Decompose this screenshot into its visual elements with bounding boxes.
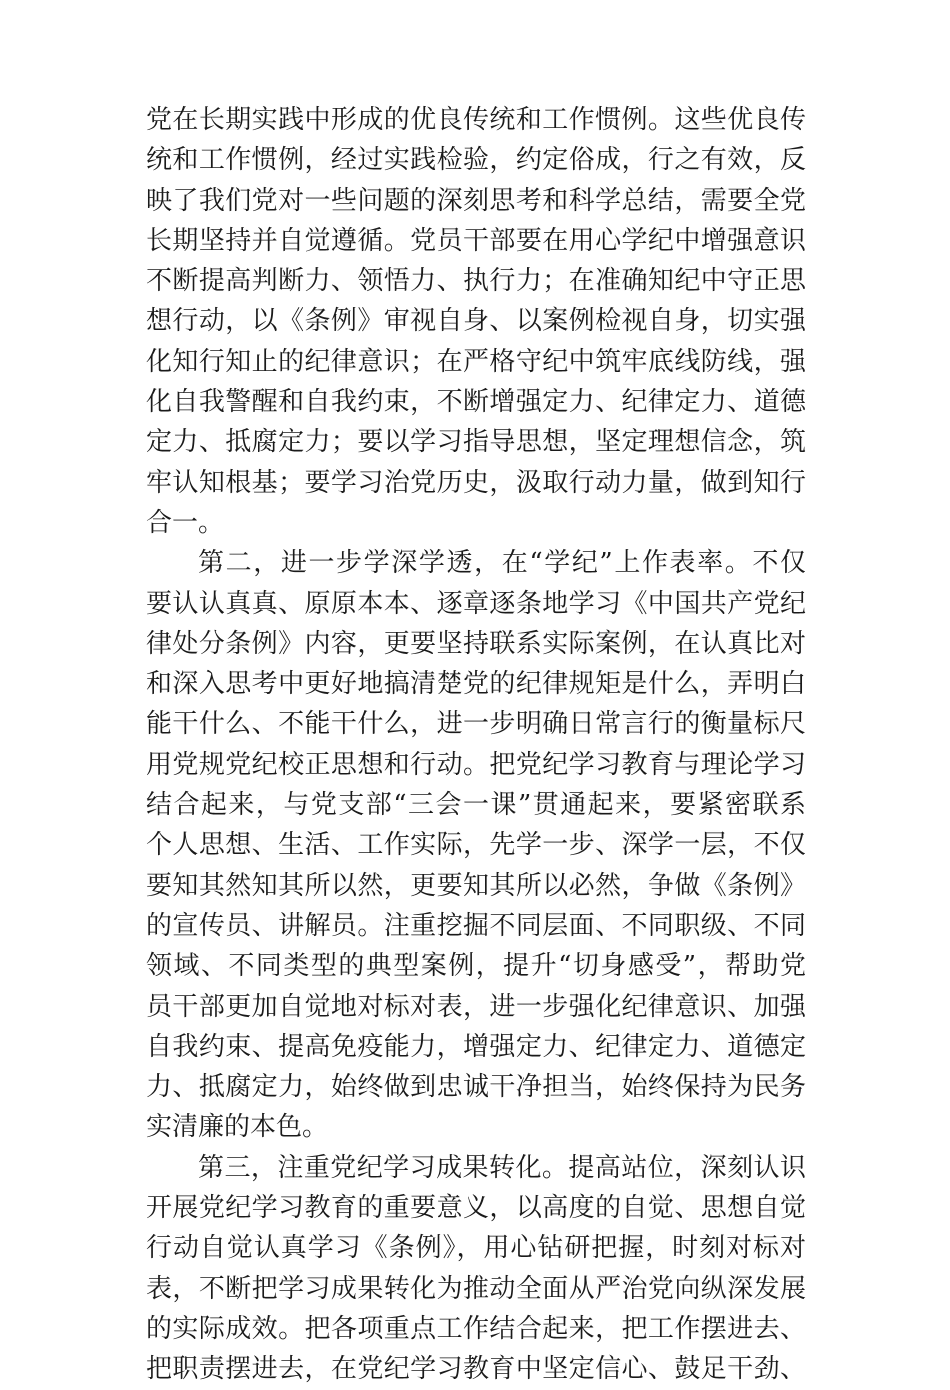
text-line: 员干部更加自觉地对标对表，进一步强化纪律意识、加强 bbox=[146, 991, 806, 1022]
text-line: 开展党纪学习教育的重要意义，以高度的自觉、思想自觉 bbox=[146, 1193, 806, 1224]
text-line: 牢认知根基；要学习治党历史，汲取行动力量，做到知行 bbox=[146, 467, 806, 498]
text-line: 合一。 bbox=[146, 507, 225, 538]
text-line: 想行动，以《条例》审视自身、以案例检视自身，切实强 bbox=[146, 306, 806, 337]
text-line: 表，不断把学习成果转化为推动全面从严治党向纵深发展 bbox=[146, 1273, 806, 1304]
text-line: 领域、不同类型的典型案例，提升“切身感受”，帮助党 bbox=[146, 951, 806, 982]
text-line: 律处分条例》内容，更要坚持联系实际案例，在认真比对 bbox=[146, 628, 806, 659]
text-line: 要认认真真、原原本本、逐章逐条地学习《中国共产党纪 bbox=[146, 588, 806, 619]
text-line: 不断提高判断力、领悟力、执行力；在准确知纪中守正思 bbox=[146, 266, 806, 297]
text-line: 实清廉的本色。 bbox=[146, 1112, 329, 1143]
text-line: 要知其然知其所以然，更要知其所以必然，争做《条例》 bbox=[146, 870, 806, 901]
text-line: 力、抵腐定力，始终做到忠诚干净担当，始终保持为民务 bbox=[146, 1072, 806, 1103]
document-body bbox=[146, 100, 806, 1390]
text-line: 能干什么、不能干什么，进一步明确日常言行的衡量标尺 bbox=[146, 709, 806, 740]
text-line: 行动自觉认真学习《条例》，用心钻研把握，时刻对标对 bbox=[146, 1233, 806, 1264]
text-line: 统和工作惯例，经过实践检验，约定俗成，行之有效，反 bbox=[146, 145, 806, 176]
text-line: 化自我警醒和自我约束，不断增强定力、纪律定力、道德 bbox=[146, 387, 806, 418]
text-line: 用党规党纪校正思想和行动。把党纪学习教育与理论学习 bbox=[146, 749, 806, 780]
text-line: 党在长期实践中形成的优良传统和工作惯例。这些优良传 bbox=[146, 105, 806, 135]
text-line: 定力、抵腐定力；要以学习指导思想，坚定理想信念，筑 bbox=[146, 427, 806, 458]
text-line: 的宣传员、讲解员。注重挖掘不同层面、不同职级、不同 bbox=[146, 910, 806, 941]
text-line: 第二，进一步学深学透，在“学纪”上作表率。不仅 bbox=[198, 548, 806, 579]
text-line: 的实际成效。把各项重点工作结合起来，把工作摆进去、 bbox=[146, 1313, 806, 1344]
text-line: 长期坚持并自觉遵循。党员干部要在用心学纪中增强意识 bbox=[146, 225, 806, 256]
text-line: 结合起来，与党支部“三会一课”贯通起来，要紧密联系 bbox=[146, 790, 806, 821]
text-line: 自我约束、提高免疫能力，增强定力、纪律定力、道德定 bbox=[146, 1031, 806, 1062]
text-line: 第三，注重党纪学习成果转化。提高站位，深刻认识 bbox=[198, 1152, 806, 1183]
text-line: 和深入思考中更好地搞清楚党的纪律规矩是什么，弄明白 bbox=[146, 669, 806, 700]
text-line: 个人思想、生活、工作实际，先学一步、深学一层，不仅 bbox=[146, 830, 806, 861]
text-line: 映了我们党对一些问题的深刻思考和科学总结，需要全党 bbox=[146, 185, 806, 216]
text-line: 把职责摆进去，在党纪学习教育中坚定信心、鼓足干劲、 bbox=[146, 1354, 806, 1385]
text-line: 化知行知止的纪律意识；在严格守纪中筑牢底线防线，强 bbox=[146, 346, 806, 377]
